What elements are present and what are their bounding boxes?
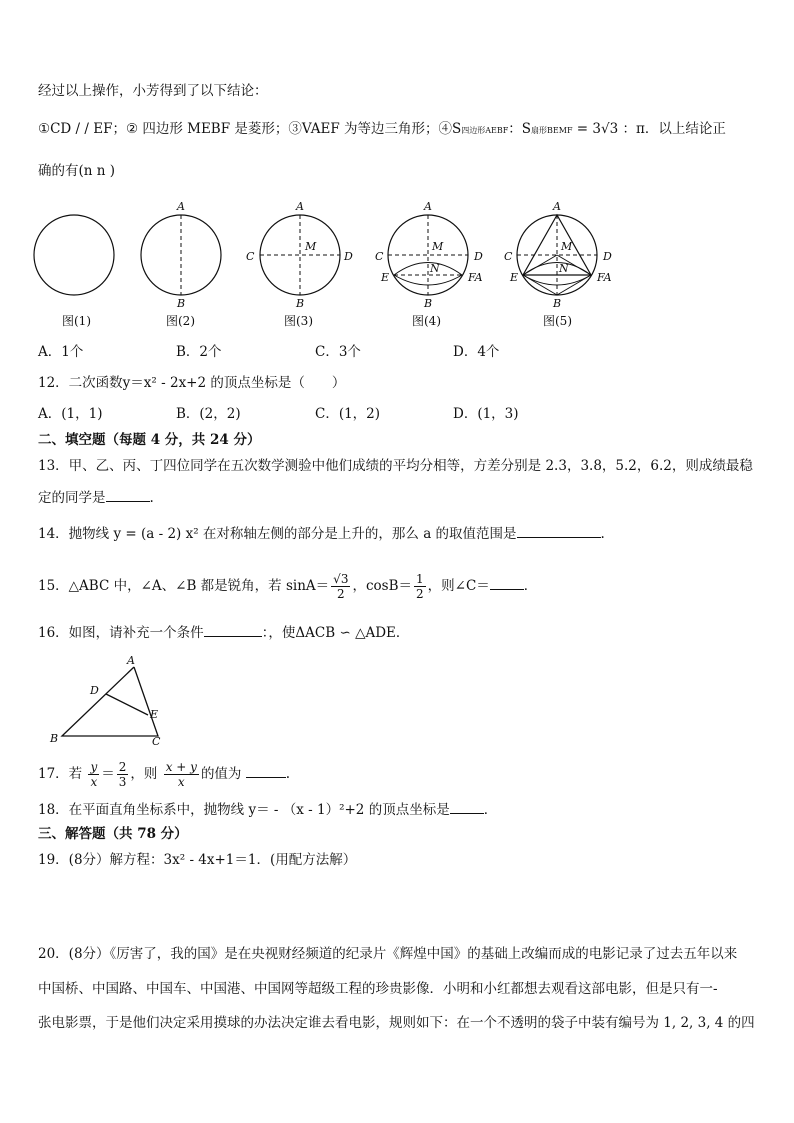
q12-option-b: B．(2，2) bbox=[176, 406, 241, 422]
q17-f3-denominator: x bbox=[177, 775, 185, 789]
fig4-label-n: N bbox=[430, 262, 440, 275]
conclusion-text: ①CD / / EF；② 四边形 MEBF 是菱形；③VAEF 为等边三角形；④S bbox=[38, 121, 462, 137]
fig3-label-c: C bbox=[246, 250, 255, 263]
fig4-label-m: M bbox=[432, 240, 444, 253]
q17-end: . bbox=[285, 766, 291, 782]
fig4-label-b: B bbox=[424, 297, 433, 310]
q16-line bbox=[38, 624, 409, 642]
fig4-label-c: C bbox=[375, 250, 384, 263]
q14-text: 14．抛物线 y = (a - 2) x² 在对称轴左侧的部分是上升的，那么 a 的取值范围是 bbox=[38, 526, 517, 542]
fig4-label-d: D bbox=[474, 250, 483, 263]
q17-fraction-3 bbox=[164, 760, 199, 789]
figure-3-caption: 图(3) bbox=[284, 314, 313, 328]
q13-line-2: 定的同学是 . bbox=[38, 490, 154, 506]
q17-mid: ，则 bbox=[130, 766, 158, 782]
q17-answer-blank[interactable] bbox=[246, 765, 286, 778]
fig4-label-f: FA bbox=[468, 271, 483, 284]
section-2-heading: 二、填空题（每题 4 分，共 24 分） bbox=[38, 432, 261, 448]
conclusion-sub-2: 扇形BEMF bbox=[531, 126, 573, 135]
fig2-label-b: B bbox=[177, 297, 186, 310]
q12-option-d: D．(1，3) bbox=[453, 406, 519, 422]
conclusions-line-1 bbox=[38, 120, 726, 140]
q17-f1-numerator: y bbox=[90, 760, 98, 774]
fig5-label-m: M bbox=[561, 240, 573, 253]
conclusion-mid: ：S bbox=[508, 121, 532, 137]
figure-5-caption: 图(5) bbox=[543, 314, 572, 328]
circle-figures bbox=[30, 195, 630, 335]
q15-text: 15．△ABC 中，∠A、∠B 都是锐角，若 sinA＝ bbox=[38, 578, 330, 594]
q19-line: 19．(8分）解方程：3x² - 4x+1＝1．(用配方法解） bbox=[38, 852, 357, 868]
figure-4-caption: 图(4) bbox=[412, 314, 441, 328]
fig5-label-n: N bbox=[559, 262, 569, 275]
q15-cos-numerator: 1 bbox=[416, 572, 424, 586]
q16-post: ：，使ΔACB ∽ △ADE． bbox=[261, 625, 410, 641]
q15-post: ，则∠C＝ bbox=[427, 578, 490, 594]
q18-text: 18．在平面直角坐标系中，抛物线 y＝ - （x - 1）²+2 的顶点坐标是 bbox=[38, 802, 450, 818]
fig5-label-f: FA bbox=[597, 271, 612, 284]
fig3-label-d: D bbox=[344, 250, 353, 263]
section-3-heading: 三、解答题（共 78 分） bbox=[38, 826, 188, 842]
q12-option-a: A．(1，1) bbox=[38, 406, 103, 422]
q11-option-c: C．3个 bbox=[315, 344, 361, 360]
q16-text: 16．如图，请补充一个条件 bbox=[38, 625, 204, 641]
q17-f1-denominator: x bbox=[90, 775, 98, 789]
fig2-label-a: A bbox=[177, 200, 185, 213]
fig5-label-a: A bbox=[553, 200, 561, 213]
figure-5 bbox=[504, 200, 612, 310]
fig3-label-m: M bbox=[305, 240, 317, 253]
q15-sin-numerator: √3 bbox=[333, 572, 349, 586]
fig3-label-b: B bbox=[296, 297, 305, 310]
q18-end: ． bbox=[483, 802, 498, 818]
q12-stem: 12．二次函数y＝x² - 2x+2 的顶点坐标是（ ） bbox=[38, 375, 346, 391]
q16-label-b: B bbox=[50, 732, 59, 745]
q15-sin-fraction bbox=[331, 572, 350, 601]
fig5-label-d: D bbox=[603, 250, 612, 263]
q17-post: 的值为 bbox=[200, 766, 242, 782]
q17-text: 17．若 bbox=[38, 766, 83, 782]
q16-label-e: E bbox=[150, 708, 159, 721]
q11-option-b: B．2个 bbox=[176, 344, 222, 360]
figure-1-caption: 图(1) bbox=[62, 314, 91, 328]
q20-line-1: 20．(8分）《厉害了，我的国》是在央视财经频道的纪录片《辉煌中国》的基础上改编而成的电影记录了过去五年以来 bbox=[38, 946, 738, 962]
figure-1-circle bbox=[34, 215, 114, 295]
q18-answer-blank[interactable] bbox=[450, 801, 484, 814]
q15-answer-blank[interactable] bbox=[490, 577, 524, 590]
fig5-label-c: C bbox=[504, 250, 513, 263]
figure-3 bbox=[246, 200, 353, 310]
q13-text: 定的同学是 bbox=[38, 490, 106, 506]
q15-end: ． bbox=[523, 578, 538, 594]
figure-2-caption: 图(2) bbox=[166, 314, 195, 328]
q15-line bbox=[38, 568, 537, 608]
q14-answer-blank[interactable] bbox=[517, 525, 601, 538]
conclusions-line-2: 确的有(n n ) bbox=[38, 163, 116, 179]
q16-triangle-figure bbox=[48, 652, 178, 748]
q13-line-1: 13．甲、乙、丙、丁四位同学在五次数学测验中他们成绩的平均分相等，方差分别是 2.3，3.8，5.2，6.2，则成绩最稳 bbox=[38, 458, 753, 474]
intro-line: 经过以上操作，小芳得到了以下结论： bbox=[38, 83, 268, 99]
q18-line bbox=[38, 801, 497, 819]
fig5-label-e: E bbox=[510, 271, 519, 284]
q15-cos-fraction bbox=[414, 572, 426, 601]
q17-f2-denominator: 3 bbox=[118, 775, 127, 789]
q13-answer-blank[interactable] bbox=[106, 489, 150, 502]
fig5-label-b: B bbox=[553, 297, 562, 310]
figure-4 bbox=[375, 200, 483, 310]
q14-end: . bbox=[600, 526, 605, 542]
q17-f3-numerator: x + y bbox=[165, 760, 197, 774]
q17-f2-numerator: 2 bbox=[118, 760, 127, 774]
q11-option-d: D．4个 bbox=[453, 344, 500, 360]
fig4-label-e: E bbox=[381, 271, 390, 284]
fig3-label-a: A bbox=[296, 200, 304, 213]
q16-answer-blank[interactable] bbox=[204, 624, 262, 637]
q15-cos-denominator: 2 bbox=[416, 587, 424, 601]
q17-line bbox=[38, 756, 290, 796]
q17-eq: ＝ bbox=[101, 766, 115, 782]
q20-line-2: 中国桥、中国路、中国车、中国港、中国网等超级工程的珍贵影像．小明和小红都想去观看这部电影，但是只有一- bbox=[38, 981, 718, 997]
conclusion-sub-1: 四边形AEBF bbox=[461, 126, 509, 135]
q15-sin-denominator: 2 bbox=[336, 587, 345, 601]
q15-mid: ，cosB＝ bbox=[352, 578, 412, 594]
q16-label-c: C bbox=[152, 735, 161, 748]
q16-label-d: D bbox=[90, 684, 99, 697]
q12-option-c: C．(1，2) bbox=[315, 406, 381, 422]
figure-2 bbox=[141, 200, 221, 310]
q17-fraction-1 bbox=[88, 760, 99, 789]
q14-line bbox=[38, 525, 605, 543]
q16-label-a: A bbox=[127, 654, 135, 667]
conclusion-eq: = 3√3 ：π．以上结论正 bbox=[572, 121, 726, 137]
q11-option-a: A．1个 bbox=[38, 344, 84, 360]
fig4-label-a: A bbox=[424, 200, 432, 213]
q17-fraction-2 bbox=[117, 760, 129, 789]
q20-line-3: 张电影票，于是他们决定采用摸球的办法决定谁去看电影，规则如下：在一个不透明的袋子中装有编号为 1, 2, 3, 4 的四 bbox=[38, 1015, 755, 1031]
